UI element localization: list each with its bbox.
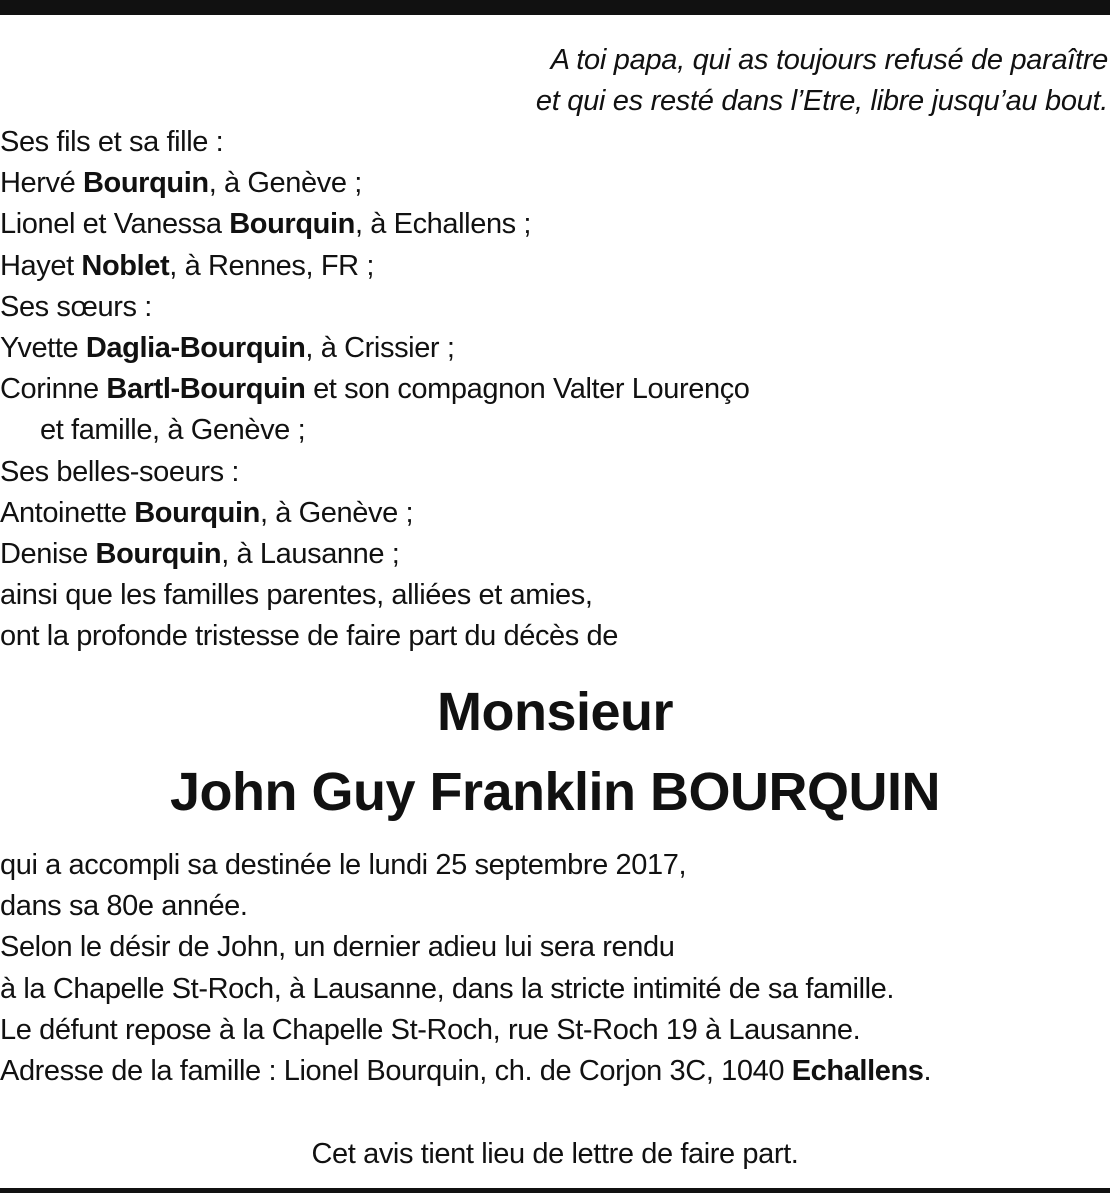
sisters-heading: Ses sœurs :	[0, 290, 152, 323]
member-first-name: Lionel et Vanessa	[0, 208, 230, 241]
details-line-2: dans sa 80e année.	[0, 890, 248, 923]
details-line-4: à la Chapelle St-Roch, à Lausanne, dans la stricte intimité de sa famille.	[0, 972, 895, 1005]
member-surname: Bourquin	[229, 208, 355, 241]
address-end: .	[923, 1055, 932, 1088]
deceased-name: John Guy Franklin BOURQUIN	[169, 762, 941, 822]
member-location: , à Echallens ;	[354, 208, 532, 241]
sons-heading: Ses fils et sa fille :	[0, 126, 224, 158]
member-location: , à Lausanne ;	[221, 538, 400, 571]
family-member-denise	[0, 534, 750, 575]
ceremony-details	[0, 845, 931, 1092]
deceased-name-block	[0, 672, 1110, 832]
closing-note: Cet avis tient lieu de lettre de faire part.	[311, 1138, 799, 1170]
member-location: , à Genève ;	[259, 496, 414, 529]
member-surname: Bourquin	[83, 167, 209, 200]
deceased-title: Monsieur	[436, 682, 674, 742]
member-first-name: Hayet	[0, 249, 82, 282]
address-text: Adresse de la famille : Lionel Bourquin, ch. de Corjon 3C, 1040	[0, 1055, 792, 1088]
member-companion: et son compagnon Valter Lourenço	[305, 373, 750, 406]
dedication-line-2: et qui es resté dans l’Etre, libre jusqu’au bout.	[535, 85, 1108, 117]
family-member-yvette	[0, 328, 750, 369]
member-location: , à Crissier ;	[305, 332, 455, 365]
bottom-rule	[0, 1188, 1110, 1193]
member-location: , à Genève ;	[208, 167, 362, 200]
member-first-name: Corinne	[0, 373, 107, 406]
family-address	[0, 1051, 931, 1092]
top-rule	[0, 0, 1110, 15]
details-line-1: qui a accompli sa destinée le lundi 25 septembre 2017,	[0, 849, 687, 881]
member-surname: Daglia-Bourquin	[85, 332, 306, 365]
family-member-antoinette	[0, 493, 750, 534]
member-first-name: Antoinette	[0, 496, 135, 529]
dedication	[536, 40, 1108, 122]
family-member-lionel	[0, 204, 750, 245]
member-surname: Bourquin	[95, 538, 222, 571]
member-first-name: Hervé	[0, 167, 84, 200]
details-line-3: Selon le désir de John, un dernier adieu lui sera rendu	[0, 931, 675, 964]
sisters-in-law-heading: Ses belles-soeurs :	[0, 455, 240, 488]
details-line-5: Le défunt repose à la Chapelle St-Roch, rue St-Roch 19 à Lausanne.	[0, 1013, 861, 1046]
dedication-line-1: A toi papa, qui as toujours refusé de paraître	[550, 44, 1108, 76]
extended-family-line: ainsi que les familles parentes, alliées et amies,	[0, 579, 593, 612]
family-member-corinne	[0, 369, 750, 410]
address-town: Echallens	[791, 1055, 924, 1088]
member-surname: Bourquin	[134, 496, 260, 529]
family-list	[0, 122, 750, 658]
announcement-line: ont la profonde tristesse de faire part du décès de	[0, 620, 618, 653]
family-member-herve	[0, 163, 750, 204]
family-member-corinne-continued: et famille, à Genève ;	[40, 414, 306, 447]
family-member-hayet	[0, 246, 750, 287]
member-first-name: Yvette	[0, 332, 86, 365]
member-first-name: Denise	[0, 538, 96, 571]
member-surname: Noblet	[81, 249, 170, 282]
member-surname: Bartl-Bourquin	[106, 373, 306, 406]
member-location: , à Rennes, FR ;	[169, 249, 374, 282]
